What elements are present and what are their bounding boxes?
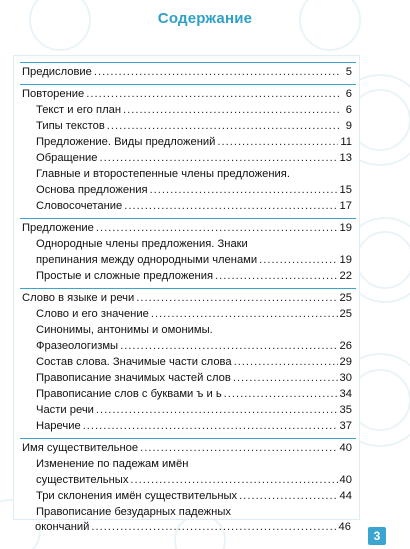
- section-divider: [20, 84, 356, 85]
- section-divider: [20, 218, 356, 219]
- toc-entry: Имя существительное ..... 40: [22, 440, 352, 456]
- toc-entry-text: Правописание безударных падежных: [36, 506, 231, 518]
- toc-entry-text: Однородные члены предложения. Знаки: [36, 238, 248, 250]
- toc-entry: Правописание значимых частей слов ..... 30: [36, 370, 352, 386]
- toc-entry: Типы текстов ..... 9: [36, 118, 352, 134]
- table-of-contents: [13, 55, 360, 520]
- toc-entry: Фразеологизмы ..... 26: [36, 338, 352, 354]
- toc-entry: Предисловие ..... 5: [22, 64, 352, 80]
- toc-entry: Части речи ..... 35: [36, 402, 352, 418]
- toc-entry-text: Главные и второстепенные члены предложения.: [36, 168, 290, 180]
- toc-entry: Обращение ..... 13: [36, 150, 352, 166]
- toc-entry-text: Синонимы, антонимы и омонимы.: [36, 324, 213, 336]
- page-number-badge: 3: [368, 527, 386, 545]
- page-title: Содержание: [157, 10, 253, 27]
- toc-entry: Повторение ..... 6: [22, 86, 352, 102]
- toc-entry: Слово в языке и речи ..... 25: [22, 290, 352, 306]
- toc-entry: существительных ..... 40: [36, 472, 352, 488]
- toc-entry: Три склонения имён существительных ..... 44: [36, 488, 352, 504]
- section-divider: [20, 288, 356, 289]
- toc-entry: Наречие ..... 37: [36, 418, 352, 434]
- toc-entry: Простые и сложные предложения ..... 22: [36, 268, 352, 284]
- toc-entry: Словосочетание ..... 17: [36, 198, 352, 214]
- toc-entry: Предложение. Виды предложений ..... 11: [36, 134, 352, 150]
- section-divider: [20, 62, 356, 63]
- toc-entry: Правописание слов с буквами ъ и ь ..... 34: [36, 386, 352, 402]
- toc-entry: окончаний ..... 46: [35, 519, 351, 535]
- toc-entry: Основа предложения ..... 15: [36, 182, 352, 198]
- toc-entry: Состав слова. Значимые части слова ..... 29: [36, 354, 352, 370]
- toc-entry: Текст и его план ..... 6: [36, 102, 352, 118]
- toc-entry: Слово и его значение ..... 25: [36, 306, 352, 322]
- toc-entry: Предложение ..... 19: [22, 220, 352, 236]
- toc-entry: препинания между однородными членами ..... 19: [36, 252, 352, 268]
- toc-entry-text: Изменение по падежам имён: [36, 458, 189, 470]
- section-divider: [20, 438, 356, 439]
